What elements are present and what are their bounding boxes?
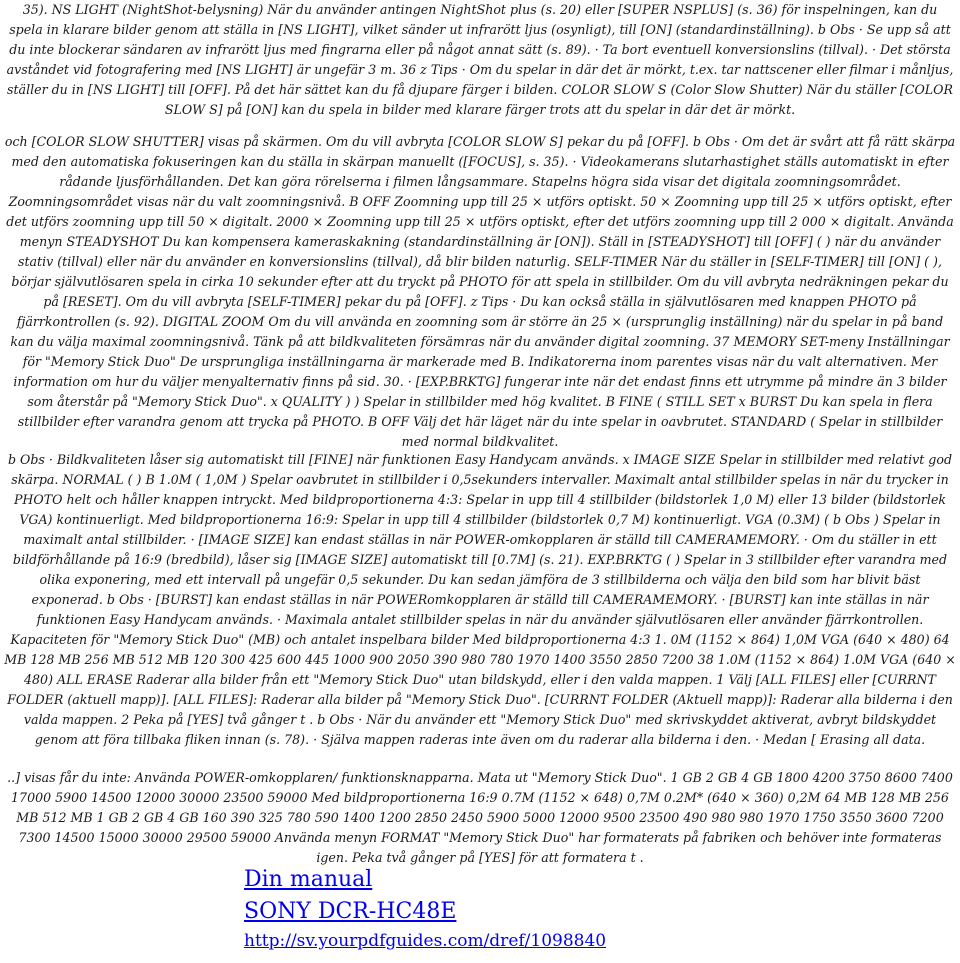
text-block-image-size-erase <box>4 450 956 750</box>
paragraph-format: ..] visas får du inte: Använda POWER-omkopplaren/ funktionsknapparna. Mata ut "Memory Stick Duo". 1 GB 2 GB 4 GB 1800 4200 3750 8600 7400 17000 5900 14500 12000 30000 23500 59000 Med bildproportionerna 16:9 0.7M (1152 × 648) 0,7M 0.2M* (640 × 360) 0,2M 64 MB 128 MB 256 MB 512 MB 1 GB 2 GB 4 GB 160 390 325 780 590 1400 1200 2850 2450 5900 5000 12000 9500 23500 490 980 980 1970 1750 3550 3600 7200 7300 14500 15000 30000 29500 59000 Använda menyn FORMAT "Memory Stick Duo" har formaterats på fabriken och behöver inte formateras igen. Peka två gånger på [YES] för att formatera t . <box>7 770 953 865</box>
paragraph-image-size-erase: b Obs · Bildkvaliteten låser sig automatiskt till [FINE] när funktionen Easy Handycam används. x IMAGE SIZE Spelar in stillbilder med relativt god skärpa. NORMAL ( ) B 1.0M ( 1,0M ) Spelar oavbrutet in stillbilder i 0,5sekunders intervaller. Maximalt antal stillbilder spelas in när du trycker in PHOTO helt och håller knappen intryckt. Med bildproportionerna 4:3: Spelar in upp till 4 stillbilder (bildstorlek 1,0 M) eller 13 bilder (bildstorlek VGA) kontinuerligt. Med bildproportionerna 16:9: Spelar in upp till 4 stillbilder (bildstorlek 0,7 M) kontinuerligt. VGA (0.3M) ( b Obs ) Spelar in maximalt antal stillbilder. · [IMAGE SIZE] kan endast ställas in när POWER-omkopplaren är ställd till CAMERAMEMORY. · Om du ställer in ett bildförhållande på 16:9 (bredbild), låser sig [IMAGE SIZE] automatiskt till [0.7M] (s. 21). EXP.BRKTG ( ) Spelar in 3 stillbilder efter varandra med olika exponering, med ett intervall på ungefär 0,5 sekunder. Du kan sedan jämföra de 3 stillbilderna och välja den bild som har blivit bäst exponerad. b Obs · [BURST] kan endast ställas in när POWERomkopplaren är ställd till CAMERAMEMORY. · [BURST] kan inte ställas in när funktionen Easy Handycam används. · Maximala antalet stillbilder spelas in när du använder självutlösaren eller använder fjärrkontrollen. Kapaciteten för "Memory Stick Duo" (MB) och antalet inspelbara bilder Med bildproportionerna 4:3 1. 0M (1152 × 864) 1,0M VGA (640 × 480) 64 MB 128 MB 256 MB 512 MB 120 300 425 600 445 1000 900 2050 390 980 780 1970 1400 3550 2850 7200 38 1.0M (1152 × 864) 1.0M VGA (640 × 480) ALL ERASE Raderar alla bilder från ett "Memory Stick Duo" utan bildskydd, eller i den valda mappen. 1 Välj [ALL FILES] eller [CURRNT FOLDER (aktuell mapp)]. [ALL FILES]: Raderar alla bilder på "Memory Stick Duo". [CURRNT FOLDER (Aktuell mapp)]: Raderar alla bilderna i den valda mappen. 2 Peka på [YES] två gånger t . b Obs · När du använder ett "Memory Stick Duo" med skrivskyddet aktiverat, avbryt bildskyddet genom att föra tillbaka fliken innan (s. 78). · Själva mappen raderas inte även om du raderar alla bilderna i den. · Medan [ Erasing all data. <box>4 452 956 747</box>
manual-link[interactable]: Din manual <box>244 867 373 892</box>
text-block-color-slow-memory-set <box>4 132 956 452</box>
text-block-format <box>4 768 956 868</box>
paragraph-color-slow-memory-set: och [COLOR SLOW SHUTTER] visas på skärmen. Om du vill avbryta [COLOR SLOW S] pekar du på [OFF]. b Obs · Om det är svårt att få rätt skärpa med den automatiska fokuseringen kan du ställa in skärpan manuellt ([FOCUS], s. 35). · Videokamerans slutarhastighet ställs automatiskt in efter rådande ljusförhållanden. Det kan göra rörelserna i filmen långsammare. Stapelns högra sida visar det digitala zoomningsområdet. Zoomningsområdet visas när du valt zoomningsnivå. B OFF Zoomning upp till 25 × utförs optiskt. 50 × Zoomning upp till 25 × utförs optiskt, efter det utförs zoomning upp till 50 × digitalt. 2000 × Zoomning upp till 25 × utförs optiskt, efter det utförs zoomning upp till 2 000 × digitalt. Använda menyn STEADYSHOT Du kan kompensera kameraskakning (standardinställning är [ON]). Ställ in [STEADYSHOT] till [OFF] ( ) när du använder stativ (tillval) eller när du använder en konversionslins (tillval), då blir bilden naturlig. SELF-TIMER När du ställer in [SELF-TIMER] till [ON] ( ), börjar självutlösaren spela in cirka 10 sekunder efter att du tryckt på PHOTO för att spela in stillbilder. Om du vill avbryta nedräkningen pekar du på [RESET]. Om du vill avbryta [SELF-TIMER] pekar du på [OFF]. z Tips · Du kan också ställa in självutlösaren med knappen PHOTO på fjärrkontrollen (s. 92). DIGITAL ZOOM Om du vill använda en zoomning som är större än 25 × (ursprunglig inställning) när du spelar in på band kan du välja maximal zoomningsnivå. Tänk på att bildkvaliteten försämras när du använder digital zoomning. 37 MEMORY SET-meny Inställningar för "Memory Stick Duo" De ursprungliga inställningarna är markerade med B. Indikatorerna inom parentes visas när du valt alternativen. Mer information om hur du väljer menyalternativ finns på sid. 30. · [EXP.BRKTG] fungerar inte när det endast finns ett utrymme på mindre än 3 bilder som återstår på "Memory Stick Duo". x QUALITY ) ) Spelar in stillbilder med hög kvalitet. B FINE ( STILL SET x BURST Du kan spela in flera stillbilder efter varandra genom att trycka på PHOTO. B OFF Välj det här läget när du inte spelar in oavbrutet. STANDARD ( Spelar in stillbilder med normal bildkvalitet. <box>4 134 956 449</box>
product-link[interactable]: SONY DCR-HC48E <box>244 899 457 924</box>
paragraph-ns-light: 35). NS LIGHT (NightShot-belysning) När du använder antingen NightShot plus (s. 20) eller [SUPER NSPLUS] (s. 36) för inspelningen, kan du spela in klarare bilder genom att ställa in [NS LIGHT], vilket sänder ut infrarött ljus (osynligt), till [ON] (standardinställning). b Obs · Se upp så att du inte blockerar sändaren av infrarött ljus med fingrarna eller på något annat sätt (s. 89). · Ta bort eventuell konversionslins (tillval). · Det största avståndet vid fotografering med [NS LIGHT] är ungefär 3 m. 36 z Tips · Om du spelar in där det är mörkt, t.ex. tar nattscener eller filmar i månljus, ställer du in [NS LIGHT] till [OFF]. På det här sättet kan du få djupare färger i bilden. COLOR SLOW S (Color Slow Shutter) När du ställer [COLOR SLOW S] på [ON] kan du spela in bilder med klarare färger trots att du spelar in där det är mörkt. <box>6 2 954 117</box>
text-block-ns-light <box>4 0 956 120</box>
footer-links <box>244 864 664 954</box>
url-link[interactable]: http://sv.yourpdfguides.com/dref/1098840 <box>244 931 607 951</box>
